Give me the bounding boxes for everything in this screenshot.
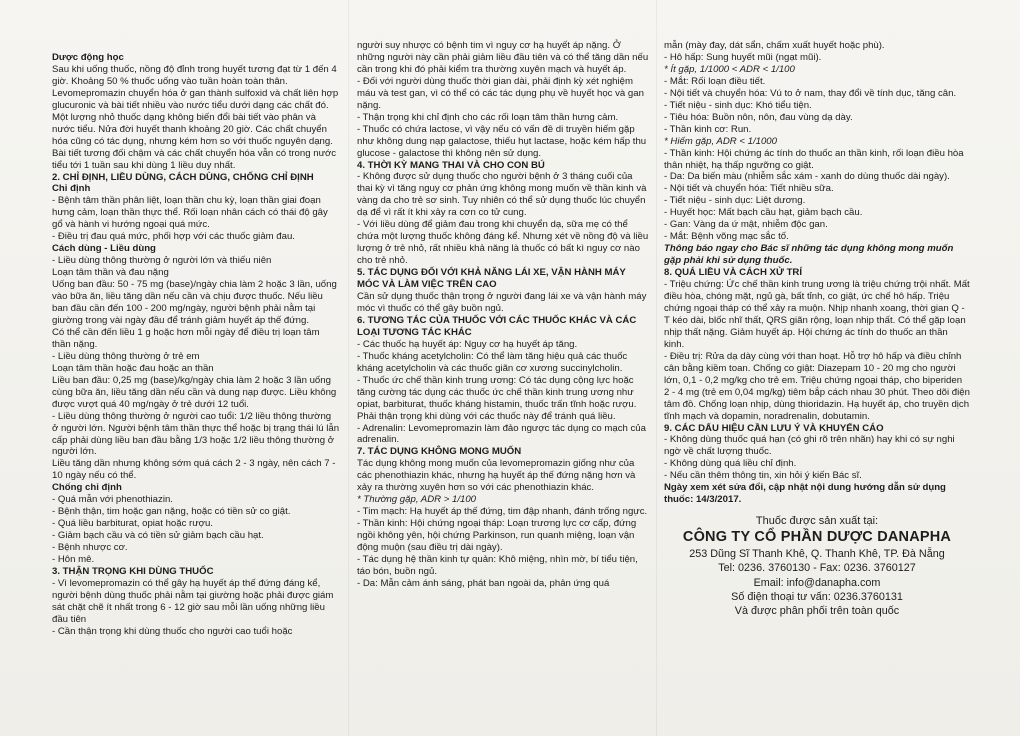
paragraph: - Mắt: Rối loạn điều tiết. xyxy=(664,75,766,87)
paragraph: Loạn tâm thần hoặc đau hoặc an thần xyxy=(52,362,214,374)
section-heading: 2. CHỈ ĐỊNH, LIỀU DÙNG, CÁCH DÙNG, CHỐNG CHỈ ĐỊNH xyxy=(52,171,314,183)
paragraph: mẫn (mày đay, dát sẩn, chấm xuất huyết hoặc phù). xyxy=(664,40,885,51)
paragraph: - Bệnh tâm thần phân liệt, loạn thần chu kỳ, loạn thần giai đoạn hưng cảm, loạn thần thực thể. Rối loạn nhân cách có thái độ gây gổ và hành vi hướng ngoại quá mức. xyxy=(52,195,328,231)
paragraph: Liều tăng dần nhưng không sớm quá cách 2 - 3 ngày, nên cách 7 - 10 ngày nếu có thể. xyxy=(52,458,336,482)
paragraph: - Gan: Vàng da ứ mật, nhiễm độc gan. xyxy=(664,219,828,231)
section-heading: 6. TƯƠNG TÁC CỦA THUỐC VỚI CÁC THUỐC KHÁC VÀ CÁC LOẠI TƯƠNG TÁC KHÁC xyxy=(357,314,637,338)
paragraph: - Da: Da biến màu (nhiễm sắc xám - xanh do dùng thuốc dài ngày). xyxy=(664,171,950,183)
paragraph: - Quá mẫn với phenothiazin. xyxy=(52,494,173,506)
emphasis-paragraph: * Hiếm gặp, ADR < 1/1000 xyxy=(664,135,777,147)
paragraph: Phải thận trọng khi dùng với các thuốc này để tránh quá liều. xyxy=(357,410,616,422)
section-heading: Chỉ định xyxy=(52,183,91,195)
paragraph: - Liều dùng thông thường ở người lớn và thiếu niên xyxy=(52,255,272,267)
paragraph: Sau khi uống thuốc, nồng độ đỉnh trong huyết tương đạt từ 1 đến 4 giờ. Khoảng 50 % thuốc uống vào tuần hoàn toàn thân. Levomepromazin chuyển hóa ở gan thành sulfoxid và chất liên hợp glucuronic và bài tiết nhiều vào nước tiểu dưới dạng các chất đó. Một lượng nhỏ thuốc dạng không biến đổi bài tiết vào phân và nước tiểu. Nửa đời huyết thanh khoảng 20 giờ. Các chất chuyển hóa cũng có tác dụng, nhưng kém hơn so với thuốc nguyên dạng. Bài tiết tương đối chậm và các chất chuyển hóa vẫn có trong nước tiểu tới 1 tuần sau khi dùng 1 liều duy nhất. xyxy=(52,63,339,171)
paragraph: - Không được sử dụng thuốc cho người bệnh ở 3 tháng cuối của thai kỳ vì tăng nguy cơ phản ứng không mong muốn về thần kinh và vàng da cho trẻ sơ sinh. Tuy nhiên có thể sử dụng thuốc lúc chuyển dạ để vì rất ít khi xảy ra cơn co tử cung. xyxy=(357,171,647,219)
paragraph: - Liều dùng thông thường ở trẻ em xyxy=(52,350,200,362)
company-address: 253 Dũng Sĩ Thanh Khê, Q. Thanh Khê, TP. Đà Nẵng xyxy=(689,548,945,561)
paragraph: - Thuốc ức chế thần kinh trung ương: Có tác dụng cộng lực hoặc tăng cường tác dụng các thuốc ức chế thần kinh trung ương như opiat, barbiturat, thuốc kháng histamin, thuốc trấn tĩnh hoặc rượu. xyxy=(357,374,637,410)
emphasis-paragraph: * Thường gặp, ADR > 1/100 xyxy=(357,494,476,506)
paragraph: - Nội tiết và chuyển hóa: Tiết nhiều sữa. xyxy=(664,183,834,195)
paragraph: - Quá liều barbiturat, opiat hoặc rượu. xyxy=(52,518,213,530)
paragraph: - Hôn mê. xyxy=(52,554,95,566)
paragraph: - Liều dùng thông thường ở người cao tuổi: 1/2 liều thông thường ở người lớn. Người bệnh tâm thần thực thể hoặc bị trạng thái lú lẫn cấp phải dùng liều ban đầu bằng 1/3 hoặc 1/2 liều thông thường ở người lớn. xyxy=(52,410,340,458)
paragraph: - Tim mạch: Hạ huyết áp thế đứng, tim đập nhanh, đánh trống ngực. xyxy=(357,506,648,518)
company-phone-fax: Tel: 0236. 3760130 - Fax: 0236. 3760127 xyxy=(718,562,916,575)
paragraph: - Tiêu hóa: Buồn nôn, nôn, đau vùng dạ dày. xyxy=(664,111,853,123)
paragraph: - Thuốc kháng acetylcholin: Có thể làm tăng hiệu quả các thuốc kháng acetylcholin và các thuốc giãn cơ xương succinylcholin. xyxy=(357,350,628,374)
section-heading: Dược động học xyxy=(52,52,124,63)
section-heading: 4. THỜI KỲ MANG THAI VÀ CHO CON BÚ xyxy=(357,159,545,171)
paragraph: - Da: Mẫn cảm ánh sáng, phát ban ngoài da, phản ứng quá xyxy=(357,577,610,589)
manufacturer-block xyxy=(664,514,970,618)
paragraph: - Nội tiết và chuyển hóa: Vú to ở nam, thay đổi về tính dục, tăng cân. xyxy=(664,87,957,99)
paragraph: - Tiết niệu - sinh dục: Liệt dương. xyxy=(664,195,806,207)
paragraph: - Giảm bạch cầu và có tiền sử giảm bạch cầu hạt. xyxy=(52,530,264,542)
column-pharmacokinetics-indications xyxy=(52,52,340,638)
paragraph: Cần sử dụng thuốc thận trọng ở người đang lái xe và vận hành máy móc vì thuốc có thể gây buồn ngủ. xyxy=(357,291,647,314)
paragraph: Uống ban đầu: 50 - 75 mg (base)/ngày chia làm 2 hoặc 3 lần, uống vào bữa ăn, liều tăng dần nếu cần và chịu được thuốc. Nếu liều ban đầu cần đến 100 - 200 mg/ngày, người bệnh phải nằm tại giường trong vài ngày đầu để tránh giảm huyết áp thế đứng. xyxy=(52,279,337,326)
paragraph: Liều ban đầu: 0,25 mg (base)/kg/ngày chia làm 2 hoặc 3 lần uống cùng bữa ăn, liều tăng dần nếu cần và dung nạp được. Liều không được vượt quá 40 mg/ngày ở trẻ dưới 12 tuổi. xyxy=(52,374,337,410)
paragraph: - Các thuốc hạ huyết áp: Nguy cơ hạ huyết áp tăng. xyxy=(357,338,578,350)
paragraph: - Thần kinh: Hội chứng ác tính do thuốc an thần kinh, rối loạn điều hòa thân nhiệt, hạ thấp ngưỡng co giật. xyxy=(664,147,964,171)
paragraph: - Huyết học: Mất bạch cầu hạt, giảm bạch cầu. xyxy=(664,207,863,219)
fold-line xyxy=(348,0,349,736)
emphasis-paragraph: Thông báo ngay cho Bác sĩ những tác dụng không mong muốn gặp phải khi sử dụng thuốc. xyxy=(664,243,954,267)
paragraph: - Điều trị: Rửa dạ dày cùng với than hoạt. Hỗ trợ hô hấp và điều chỉnh cân bằng kiềm toan. Chống co giật: Diazepam 10 - 20 mg cho người lớn, 0,1 - 0,2 mg/kg cho trẻ em. Triệu chứng ngoại tháp, cho biperiden 2 - 4 mg (trẻ em 0,04 mg/kg) tiêm bắp cách nhau 30 phút. Theo dõi điện tâm đồ. Chống loạn nhịp, dùng thioridazin. Hạ huyết áp, cho truyền dịch tĩnh mạch và dopamin, noradrenalin, dobutamin. xyxy=(664,350,970,422)
column-precautions-interactions xyxy=(357,40,649,590)
paragraph: - Nếu cần thêm thông tin, xin hỏi ý kiến Bác sĩ. xyxy=(664,470,862,482)
paragraph: - Thận trọng khi chỉ định cho các rối loạn tâm thần hưng cảm. xyxy=(357,111,619,123)
paragraph: - Bệnh thận, tim hoặc gan nặng, hoặc có tiền sử co giật. xyxy=(52,506,291,518)
manufactured-by-label: Thuốc được sản xuất tại: xyxy=(755,515,879,528)
section-heading: 5. TÁC DỤNG ĐỐI VỚI KHẢ NĂNG LÁI XE, VẬN HÀNH MÁY MÓC VÀ LÀM VIỆC TRÊN CAO xyxy=(357,267,626,291)
paragraph: Loạn tâm thần và đau nặng xyxy=(52,267,169,279)
paragraph: - Thuốc có chứa lactose, vì vậy nếu có vấn đề di truyền hiếm gặp như không dung nạp galactose, thiếu hụt lactase, hoặc kém hấp thu glucose - galactose thì không nên sử dụng. xyxy=(357,123,647,159)
paragraph: - Bệnh nhược cơ. xyxy=(52,542,128,554)
paragraph: - Hô hấp: Sung huyết mũi (ngạt mũi). xyxy=(664,51,822,63)
paragraph: - Thần kinh cơ: Run. xyxy=(664,123,752,135)
paragraph: - Mắt: Bệnh võng mạc sắc tố. xyxy=(664,231,789,243)
section-heading: Ngày xem xét sửa đổi, cập nhật nội dung hướng dẫn sử dụng thuốc: 14/3/2017. xyxy=(664,482,946,506)
company-distribution: Và được phân phối trên toàn quốc xyxy=(734,604,900,617)
section-heading: 9. CÁC DẤU HIỆU CẦN LƯU Ý VÀ KHUYẾN CÁO xyxy=(664,422,884,434)
company-email: Email: info@danapha.com xyxy=(753,576,881,589)
company-name: CÔNG TY CỔ PHẦN DƯỢC DANAPHA xyxy=(682,529,952,546)
paragraph: Tác dụng không mong muốn của levomepromazin giống như của các phenothiazin khác, nhưng hạ huyết áp thế đứng nặng hơn và xảy ra thường xuyên hơn so với các phenothiazin khác. xyxy=(357,458,636,494)
paragraph: - Với liều dùng để giảm đau trong khi chuyển dạ, sữa mẹ có thể chứa một lượng thuốc không đáng kể. Nhưng xét về nồng độ và liều lượng ở trẻ nhỏ, rất nhiều khả năng là thuốc có bất kì nguy cơ nào cho trẻ nhỏ. xyxy=(357,219,649,267)
section-heading: 7. TÁC DỤNG KHÔNG MONG MUỐN xyxy=(357,446,522,458)
section-heading: 3. THẬN TRỌNG KHI DÙNG THUỐC xyxy=(52,565,214,577)
paragraph: - Không dùng thuốc quá hạn (có ghi rõ trên nhãn) hay khi có sự nghi ngờ về chất lượng thuốc. xyxy=(664,434,955,458)
paragraph: - Thần kinh: Hội chứng ngoại tháp: Loạn trương lực cơ cấp, đứng ngồi không yên, hội chứng Parkinson, run quanh miệng, loạn vận động muộn (sau điều trị dài ngày). xyxy=(357,518,637,554)
paragraph: - Adrenalin: Levomepromazin làm đảo ngược tác dụng co mạch của adrenalin. xyxy=(357,422,646,446)
paragraph: - Tiết niệu - sinh dục: Khó tiểu tiện. xyxy=(664,99,812,111)
paragraph: - Không dùng quá liều chỉ định. xyxy=(664,458,797,470)
paragraph: - Điều trị đau quá mức, phối hợp với các thuốc giảm đau. xyxy=(52,231,295,243)
section-heading: Cách dùng - Liều dùng xyxy=(52,243,156,255)
column-adverse-overdose xyxy=(664,40,970,618)
emphasis-paragraph: * Ít gặp, 1/1000 < ADR < 1/100 xyxy=(664,63,795,75)
paragraph: Có thể cần đến liều 1 g hoặc hơn mỗi ngày để điều trị loạn tâm thần nặng. xyxy=(52,326,320,350)
paragraph: - Cần thận trọng khi dùng thuốc cho người cao tuổi hoặc xyxy=(52,625,293,637)
section-heading: 8. QUÁ LIỀU VÀ CÁCH XỬ TRÍ xyxy=(664,267,803,279)
column-3-body xyxy=(664,40,970,506)
paragraph: - Tác dụng hệ thần kinh tự quản: Khô miệng, nhìn mờ, bí tiểu tiện, táo bón, buồn ngủ. xyxy=(357,553,638,577)
paragraph: người suy nhược có bệnh tim vì nguy cơ hạ huyết áp nặng. Ở những người này cần phải giảm liều đầu tiên và có thể tăng dần nếu cần trong khi đó phải kiểm tra thường xuyên mạch và huyết áp. xyxy=(357,40,649,75)
paragraph: - Vì levomepromazin có thể gây hạ huyết áp thế đứng đáng kể, người bệnh dùng thuốc phải nằm tại giường hoặc phải được giám sát chặt chẽ ít nhất trong 6 - 12 giờ sau mỗi lần uống những liều đầu tiên xyxy=(52,577,334,625)
fold-line xyxy=(656,0,657,736)
paragraph: - Triệu chứng: Ức chế thần kinh trung ương là triệu chứng trội nhất. Mất điều hòa, chóng mặt, ngủ gà, bất tỉnh, co giật, ức chế hô hấp. Triệu chứng ngoại tháp có thể xảy ra muộn. Nhịp nhanh xoang, thời gian Q - T kéo dài, blốc nhĩ thất, QRS giãn rộng, loạn nhịp thất. Có thể gặp loạn nhịp thất nặng. Giảm huyết áp. Hội chứng ác tính do thuốc an thần kinh. xyxy=(664,279,970,350)
paragraph: - Đối với người dùng thuốc thời gian dài, phải định kỳ xét nghiệm máu và test gan, vì có thể có các tác dụng phụ về huyết học và gan nặng. xyxy=(357,75,644,111)
company-hotline: Số điện thoại tư vấn: 0236.3760131 xyxy=(731,590,903,603)
section-heading: Chống chỉ định xyxy=(52,482,122,494)
